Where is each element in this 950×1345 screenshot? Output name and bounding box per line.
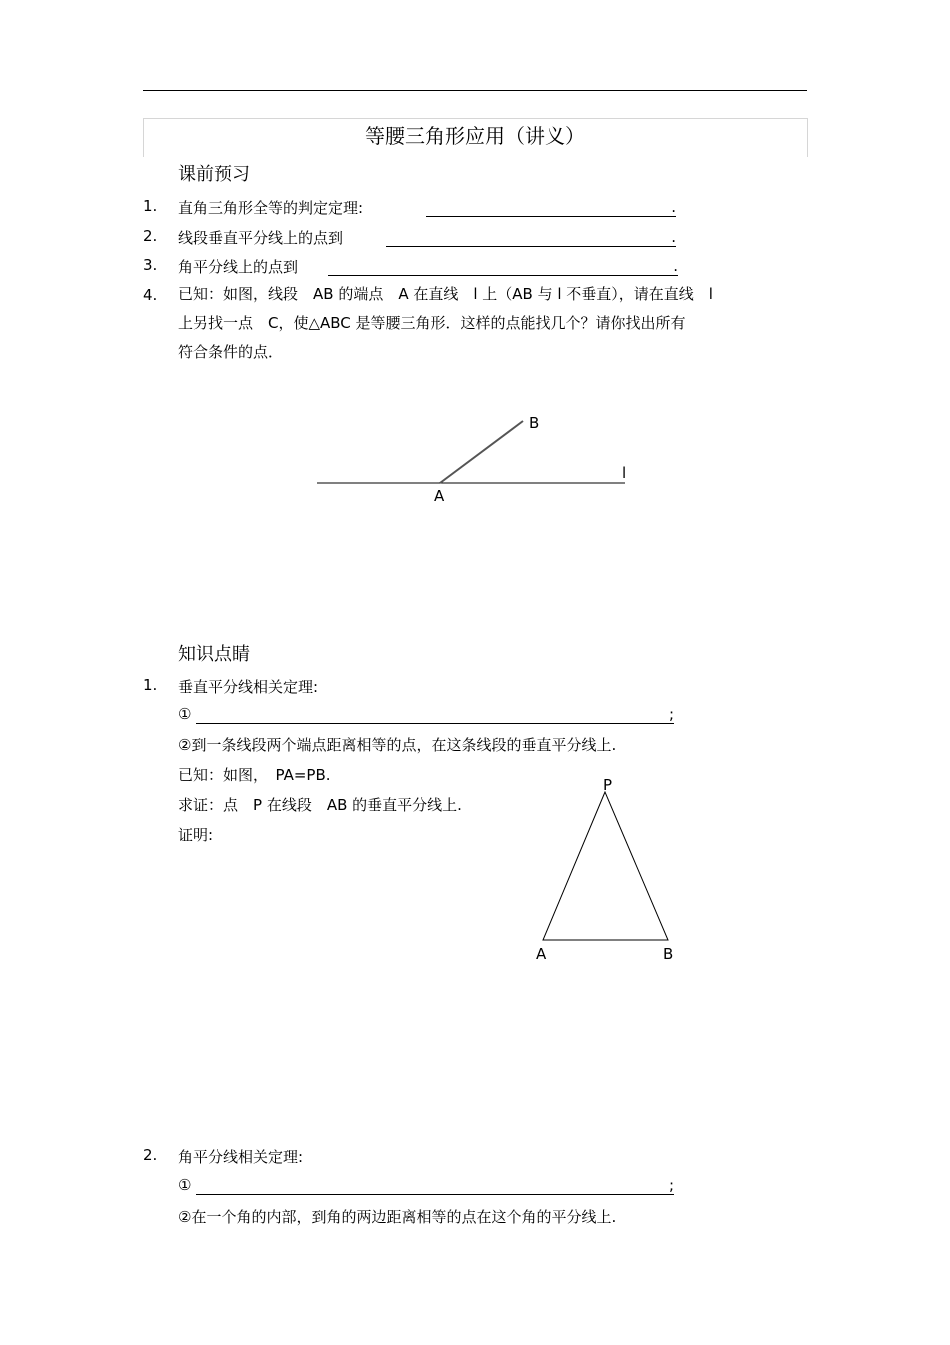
section-heading-knowledge: 知识点睛 <box>178 644 250 665</box>
answer-blank[interactable]: ; <box>196 705 674 724</box>
answer-blank[interactable]: ; <box>196 1176 674 1195</box>
label-b: B <box>663 945 674 963</box>
circle-one-mark: ① <box>178 1176 192 1194</box>
proof-label: 证明: <box>178 826 214 844</box>
prove-text: 求证：点 P 在线段 AB 的垂直平分线上. <box>178 796 462 814</box>
header-rule <box>143 90 807 91</box>
circle-one-mark: ① <box>178 705 192 723</box>
label-p: P <box>603 776 613 794</box>
theorem-converse: ②到一条线段两个端点距离相等的点，在这条线段的垂直平分线上. <box>178 736 617 754</box>
item-number: 2. <box>143 227 158 245</box>
theorem-title: 垂直平分线相关定理: <box>178 678 319 696</box>
item-number: 4. <box>143 286 158 304</box>
answer-blank[interactable]: . <box>386 228 676 247</box>
problem-text: 已知：如图，线段 AB 的端点 A 在直线 l 上（AB 与 l 不垂直），请在直线 l 上另找一点 C，使△ABC 是等腰三角形．这样的点能找几个？请你找出所有 符合条件的点． <box>178 285 713 361</box>
item-text: 直角三角形全等的判定定理: <box>178 199 364 217</box>
item-number: 1. <box>143 676 158 694</box>
triangle-pab <box>543 792 668 940</box>
section-heading-preview: 课前预习 <box>178 164 250 185</box>
answer-blank[interactable]: . <box>426 198 676 217</box>
item-number: 2. <box>143 1146 158 1164</box>
figure-line-ab <box>300 400 660 510</box>
segment-ab <box>440 421 523 483</box>
page-title: 等腰三角形应用（讲义） <box>365 124 585 148</box>
item-number: 1. <box>143 197 158 215</box>
item-number: 3. <box>143 256 158 274</box>
item-text: 线段垂直平分线上的点到 <box>178 229 344 247</box>
theorem-title: 角平分线相关定理: <box>178 1148 304 1166</box>
label-l: l <box>622 464 627 482</box>
figure-triangle-pab <box>520 770 690 970</box>
theorem-converse: ②在一个角的内部，到角的两边距离相等的点在这个角的平分线上. <box>178 1208 617 1226</box>
label-a: A <box>434 487 445 505</box>
answer-blank[interactable]: . <box>328 257 678 276</box>
item-text: 角平分线上的点到 <box>178 258 299 276</box>
label-a: A <box>536 945 547 963</box>
given-text: 已知：如图， PA=PB. <box>178 766 331 784</box>
label-b: B <box>529 414 540 432</box>
